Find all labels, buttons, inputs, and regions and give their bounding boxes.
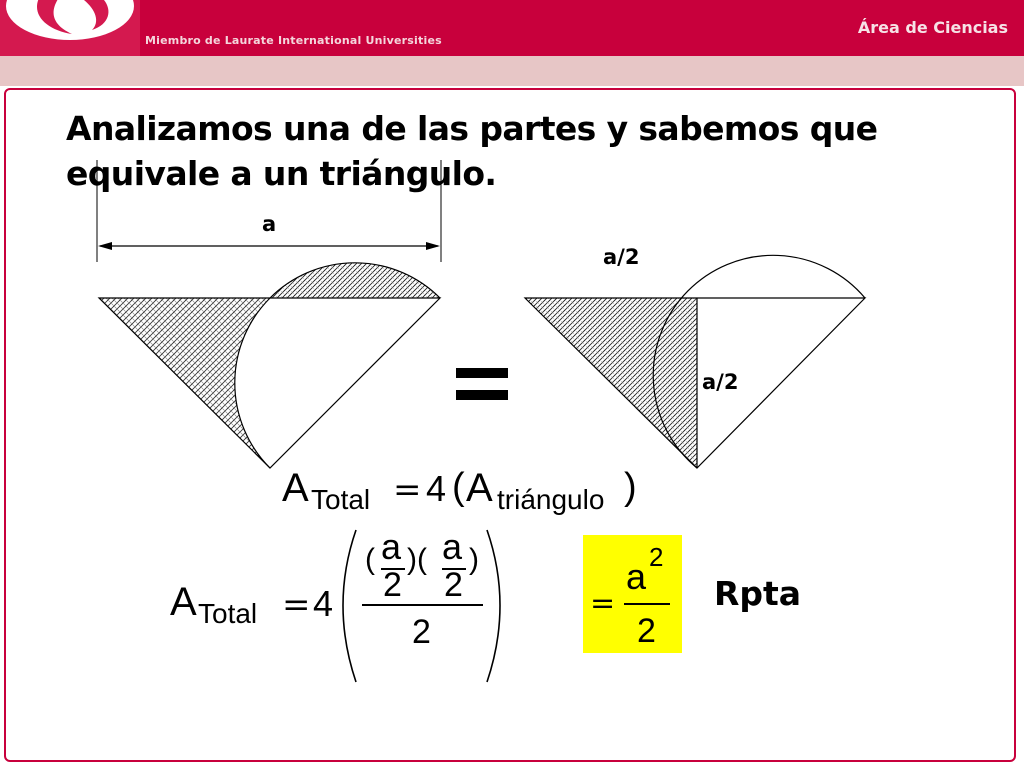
slide-title: Analizamos una de las partes y sabemos que equivale a un triángulo. <box>66 109 878 193</box>
f2-A: A <box>170 580 197 624</box>
dimension-label-a: a <box>262 212 277 236</box>
result-numerator: a <box>626 556 647 597</box>
f2-equals: = <box>282 585 311 625</box>
answer-label: Rpta <box>714 574 802 613</box>
half-label-top: a/2 <box>603 245 640 269</box>
f1-four: 4 <box>426 468 447 509</box>
f2-two2: 2 <box>444 566 463 604</box>
header-tagline: Miembro de Laurate International Universities <box>145 34 442 47</box>
f2-sub-total: Total <box>198 598 258 629</box>
f2-mid: )( <box>407 543 427 576</box>
result-frac-bar <box>624 603 670 605</box>
f2-close: ) <box>469 543 479 576</box>
f1-lparen: ( <box>452 466 465 508</box>
f1-A2: A <box>466 466 493 510</box>
f1-sub-total: Total <box>311 484 371 515</box>
f2-two1: 2 <box>383 566 402 604</box>
f1-A: A <box>282 466 309 510</box>
result-denominator: 2 <box>637 612 656 650</box>
half-label-side: a/2 <box>702 370 739 394</box>
f1-rparen: ) <box>624 466 637 508</box>
f1-equals: = <box>393 470 422 510</box>
f2-four: 4 <box>313 583 334 624</box>
f2-a1: a <box>381 526 402 567</box>
f1-sub-triangulo: triángulo <box>497 484 605 515</box>
f2-open: ( <box>365 543 375 576</box>
f2-main-frac-bar <box>362 604 483 606</box>
f2-a2: a <box>442 526 463 567</box>
result-exponent: 2 <box>649 542 664 572</box>
f2-denominator: 2 <box>412 613 431 651</box>
area-label: Área de Ciencias <box>857 18 1008 37</box>
result-equals: = <box>590 586 616 621</box>
